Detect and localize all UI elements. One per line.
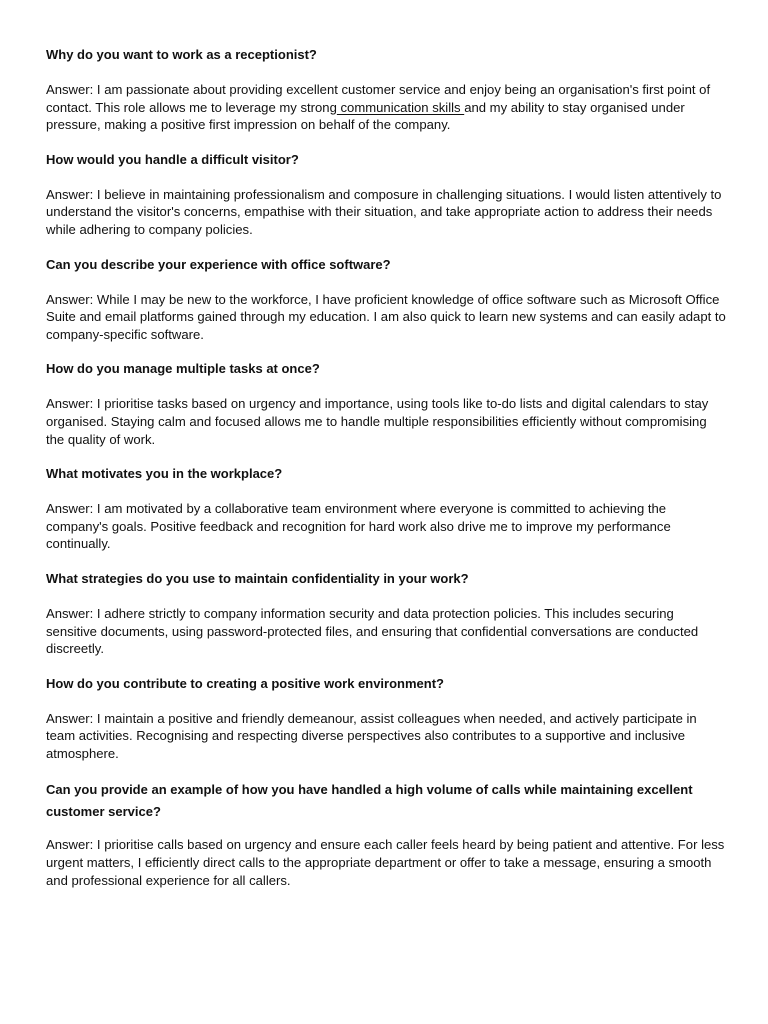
answer-paragraph: Answer: I adhere strictly to company information security and data protection policies. This includes securing sensitive documents, using password-protected files, and ensuring that confidential conversations are conducted discreetly. bbox=[46, 605, 699, 657]
question-heading: How do you manage multiple tasks at once? bbox=[46, 361, 320, 377]
answer-paragraph: Answer: I prioritise tasks based on urgency and importance, using tools like to-do lists and digital calendars to stay organised. Staying calm and focused allows me to handle multiple responsibilities efficiently without compromising the quality of work. bbox=[46, 396, 709, 447]
answer-paragraph bbox=[46, 81, 728, 134]
question-heading: How would you handle a difficult visitor? bbox=[46, 151, 299, 167]
question-heading: How do you contribute to creating a positive work environment? bbox=[46, 675, 444, 691]
answer-text: Answer: I am passionate about providing excellent customer service and enjoy being an organisation's first point of contact. This role allows me to leverage my strong bbox=[46, 82, 711, 115]
qa-item-3 bbox=[46, 256, 728, 344]
question-heading: What strategies do you use to maintain confidentiality in your work? bbox=[46, 570, 469, 586]
qa-item-4 bbox=[46, 360, 728, 448]
communication-skills-link[interactable]: communication skills bbox=[336, 99, 465, 115]
answer-paragraph: Answer: I prioritise calls based on urgency and ensure each caller feels heard by being patient and attentive. For less urgent matters, I efficiently direct calls to the appropriate department or offer to take a message, ensuring a smooth and professional experience for all callers. bbox=[46, 837, 725, 888]
answer-paragraph: Answer: I maintain a positive and friendly demeanour, assist colleagues when needed, and actively participate in team activities. Recognising and respecting diverse perspectives also contributes to a supportive and inclusive atmosphere. bbox=[46, 710, 697, 761]
qa-item-7 bbox=[46, 675, 728, 763]
answer-paragraph: Answer: While I may be new to the workforce, I have proficient knowledge of office software such as Microsoft Office Suite and email platforms gained through my education. I am also quick to learn new systems and can easily adapt to company-specific software. bbox=[46, 291, 726, 342]
qa-item-5 bbox=[46, 465, 728, 553]
answer-text: and my ability to stay organised under pressure, making a positive first impression on behalf of the company. bbox=[46, 99, 685, 133]
question-heading: Can you describe your experience with office software? bbox=[46, 256, 391, 272]
qa-item-6 bbox=[46, 570, 728, 658]
qa-item-2 bbox=[46, 151, 728, 239]
qa-item-8 bbox=[46, 779, 728, 889]
qa-item-1 bbox=[46, 46, 728, 134]
question-heading: What motivates you in the workplace? bbox=[46, 466, 283, 482]
question-heading: Why do you want to work as a receptionist? bbox=[46, 47, 317, 62]
answer-paragraph: Answer: I am motivated by a collaborative team environment where everyone is committed to achieving the company's goals. Positive feedback and recognition for hard work also drive me to improve my performance continually. bbox=[46, 501, 671, 552]
question-heading: Can you provide an example of how you have handled a high volume of calls while maintaining excellent customer service? bbox=[46, 782, 693, 820]
answer-paragraph: Answer: I believe in maintaining professionalism and composure in challenging situations. I would listen attentively to understand the visitor's concerns, empathise with their situation, and take appropriate action to address their needs while adhering to company policies. bbox=[46, 186, 722, 237]
